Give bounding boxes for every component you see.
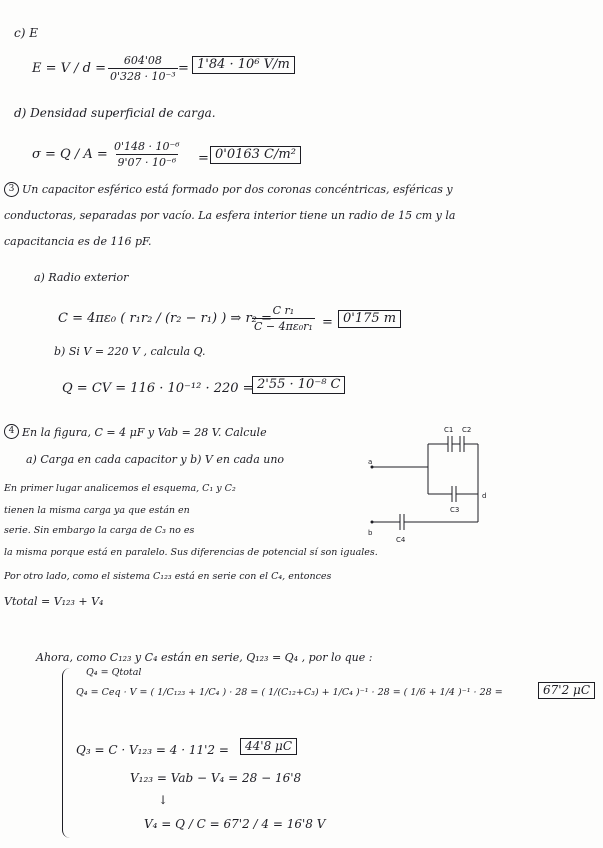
arrow-down-icon: ↓ [158, 793, 169, 807]
problem-4-line5: serie. Sin embargo la carga de C₃ no es [4, 525, 195, 536]
section-d-label: d) Densidad superficial de carga. [14, 106, 216, 120]
problem-4-line7: Por otro lado, como el sistema C₁₂₃ está en serie con el C₄, entonces [4, 571, 332, 582]
problem-4-line2: a) Carga en cada capacitor y b) V en cada uno [26, 453, 285, 466]
system-brace [62, 668, 71, 838]
v123-equation: V₁₂₃ = Vab − V₄ = 28 − 16'8 [130, 771, 302, 785]
problem-4-line8: Vtotal = V₁₂₃ + V₄ [4, 595, 104, 608]
c2-label: C2 [462, 426, 472, 434]
section-c-numerator: 604'08 [123, 54, 162, 67]
problem-3-formula-a: C = 4πε₀ ( r₁r₂ / (r₂ − r₁) ) ⇒ r₂ = [58, 311, 272, 326]
circuit-diagram [360, 422, 510, 547]
q4-equation: Q₄ = Ceq · V = ( 1/C₁₂₃ + 1/C₄ ) · 28 = ( 1/(C₁₂+C₃) + 1/C₄ )⁻¹ · 28 = ( 1/6 + 1/4 )⁻¹ · 28 = [76, 687, 503, 698]
handwritten-page: c) E E = V / d = $\frac{604'08}{\text{0'328 · 10⁻³}}$ = 1'84 · 10⁶ V/m d) Densidad superficial de carga. σ = Q / A = $\frac{\text{0'148 · 10⁻⁶}}{\text{9'07 · 10⁻⁶}}$ = 0'0163 C/m² 3 Un capacitor esférico está formado por dos coronas concéntricas, esféricas y conductoras, separadas por vacío. La esfera interior tiene un radio de 15 cm y la capacitancia es de 116 pF. a) Radio exterior C = 4πε₀ ( r₁r₂ / (r₂ − r₁) ) ⇒ r₂ = $\frac{\text{C r₁}}{\text{C − 4πε₀r₁}}$ = 0'175 m b) Si V = 220 V , calcula Q. Q = CV = 116 · 10⁻¹² · 220 = 2'55 · 10⁻⁸ C 4 En la figura, C = 4 μF y Vab = 28 V. Calcule a) Carga en cada capacitor y b) V en cada uno En primer lugar analicemos el esquema, C₁ y C₂ tienen la misma carga ya que están en serie. Sin embargo la carga de C₃ no es la misma porque está en paralelo. Sus diferencias de potencial sí son iguales. Por otro lado, como el sistema C₁₂₃ está en serie con el C₄, entonces Vtotal = V₁₂₃ + V₄ a b d C1 C2 C3 C4 Ahora, como C₁₂₃ y C₄ están en serie, Q₁₂₃ = Q₄ , por lo que : Q₄ = Qtotal Q₄ = Ceq · V = ( 1/C₁₂₃ + 1/C₄ ) · 28 = ( 1/(C₁₂+C₃) + 1/C₄ )⁻¹ · 28 = ( 1/6 + 1/4 )⁻¹ · 28 = 67'2 μC Q₃ = C · V₁₂₃ = 4 · 11'2 = 44'8 μC V₁₂₃ = Vab − V₄ = 28 − 16'8 ↓ V₄ = Q / C = 67'2 / 4 = 16'8 V [0, 0, 603, 848]
problem-3-frac-den: C − 4πε₀r₁ [254, 320, 313, 333]
section-d-fraction [112, 140, 182, 169]
section-c-formula: E = V / d = [32, 61, 107, 76]
section-d-result: 0'0163 C/m² [210, 146, 301, 164]
node-a-label: a [368, 458, 373, 466]
problem-4-line4: tienen la misma carga ya que están en [4, 505, 190, 516]
problem-3-part-a: a) Radio exterior [34, 271, 129, 284]
problem-4-line1: En la figura, C = 4 μF y Vab = 28 V. Calcule [22, 426, 267, 439]
problem-3-formula-b: Q = CV = 116 · 10⁻¹² · 220 = [62, 381, 254, 396]
node-b-label: b [368, 529, 373, 537]
v4-equation: V₄ = Q / C = 67'2 / 4 = 16'8 V [144, 817, 326, 831]
section-c-label: c) E [14, 26, 38, 40]
section-d-denominator: 9'07 · 10⁻⁶ [117, 156, 177, 169]
problem-3-line3: capacitancia es de 116 pF. [4, 235, 152, 248]
problem-3-result-b: 2'55 · 10⁻⁸ C [252, 376, 345, 394]
q4-note: Q₄ = Qtotal [86, 667, 142, 678]
problem-3-fraction [252, 304, 315, 333]
node-d-label: d [482, 492, 487, 500]
problem-3-number: 3 [4, 182, 19, 197]
c4-label: C4 [396, 536, 406, 544]
section-c-result: 1'84 · 10⁶ V/m [192, 56, 295, 74]
q3-result: 44'8 μC [240, 738, 297, 755]
problem-3-part-b: b) Si V = 220 V , calcula Q. [54, 345, 206, 358]
section-d-formula: σ = Q / A = [32, 147, 108, 162]
problem-3-result-a: 0'175 m [338, 310, 401, 328]
section-d-numerator: 0'148 · 10⁻⁶ [114, 140, 180, 153]
problem-3-line2: conductoras, separadas por vacío. La esfera interior tiene un radio de 15 cm y la [4, 209, 456, 222]
q3-equation: Q₃ = C · V₁₂₃ = 4 · 11'2 = [76, 743, 229, 757]
problem-4-now-line: Ahora, como C₁₂₃ y C₄ están en serie, Q₁₂₃ = Q₄ , por lo que : [36, 651, 373, 664]
problem-4-line6: la misma porque está en paralelo. Sus diferencias de potencial sí son iguales. [4, 547, 378, 558]
problem-3-line1: Un capacitor esférico está formado por dos coronas concéntricas, esféricas y [22, 183, 453, 196]
section-c-denominator: 0'328 · 10⁻³ [110, 70, 176, 83]
q4-result: 67'2 μC [538, 682, 595, 699]
c1-label: C1 [444, 426, 454, 434]
problem-4-line3: En primer lugar analicemos el esquema, C₁ y C₂ [4, 483, 236, 494]
c3-label: C3 [450, 506, 460, 514]
section-c-fraction [108, 54, 178, 83]
problem-4-number: 4 [4, 424, 19, 439]
problem-3-frac-num: C r₁ [272, 304, 295, 317]
